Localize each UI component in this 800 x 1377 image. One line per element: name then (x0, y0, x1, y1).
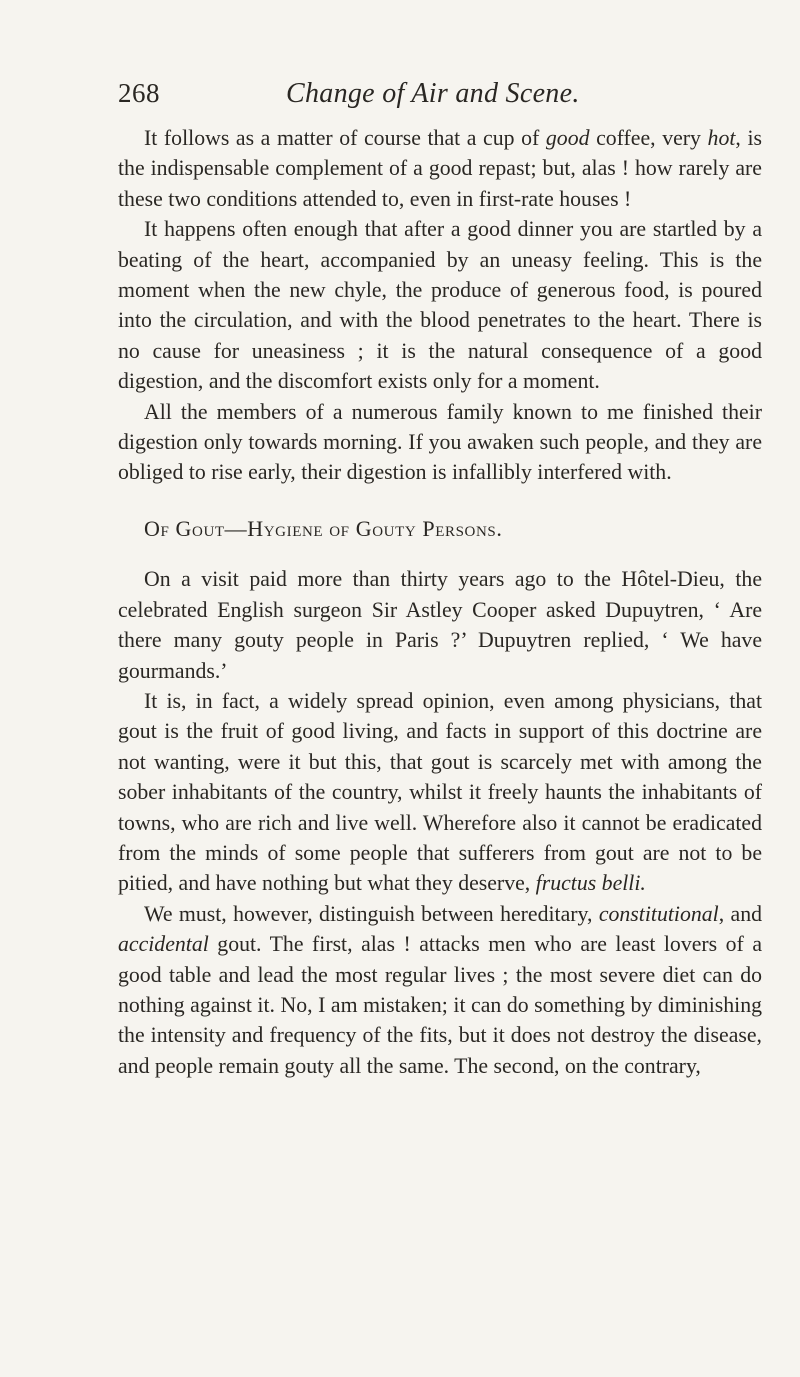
emphasis-hot: hot (707, 126, 736, 150)
emphasis-fructus-belli: fructus belli. (535, 871, 646, 896)
page-header (118, 78, 758, 118)
paragraph-dupuytren: On a visit paid more than thirty years ago to the Hôtel-Dieu, the celebrated English surgeon Sir Astley Cooper asked Dupuytren, ‘ Are there many gouty people in Paris ?’ Dupuytren replied, ‘ We have gourmands.’ (118, 567, 762, 683)
text-run: , is the indispensable complement of a good repast; but, alas ! how rarely are these two conditions attended to, even in first-rate houses ! (118, 126, 762, 211)
paragraph-kinds-of-gout (118, 899, 762, 1081)
emphasis-constitutional: constitutional (598, 901, 719, 926)
text-run: We must, however, distinguish between hereditary, (144, 901, 599, 926)
paragraph-heart: It happens often enough that after a good dinner you are startled by a beating of the heart, accompanied by an uneasy feeling. This is the moment when the new chyle, the produce of generous food, is poured into the circulation, and with the blood penetrates to the heart. There is no cause for uneasiness ; it is the natural consequence of a good digestion, and the discomfort exists only for a moment. (118, 217, 762, 394)
emphasis-accidental: accidental (118, 932, 209, 957)
section-heading: Of Gout—Hygiene of Gouty Persons. (144, 515, 503, 541)
text-run: , and (718, 901, 763, 926)
body-text (118, 123, 762, 1081)
text-run: It follows as a matter of course that a cup of (144, 126, 546, 150)
paragraph-good-living (118, 686, 762, 899)
paragraph-coffee (118, 123, 762, 214)
emphasis-good: good (545, 126, 590, 150)
page-number: 268 (118, 78, 160, 108)
text-run: It is, in fact, a widely spread opinion, even among physicians, that gout is the fruit of good living, and facts in support of this doctrine are not wanting, were it but this, that gout is scarcely met with among the sober inhabitants of the country, whilst it freely haunts the inhabitants of towns, who are rich and live well. Wherefore also it cannot be eradicated from the minds of some people that sufferers from gout are not to be pitied, and have nothing but what they deserve, (118, 688, 762, 896)
paragraph-digestion: All the members of a numerous family known to me finished their digestion only towards morning. If you awaken such people, and they are obliged to rise early, their digestion is infallibly interfered with. (118, 399, 762, 485)
text-run: coffee, very (589, 126, 708, 150)
running-title: Change of Air and Scene. (286, 78, 580, 109)
text-run: gout. The first, alas ! attacks men who are least lovers of a good table and lead the most regular lives ; the most severe diet can do nothing against it. No, I am mistaken; it can do something by diminishing the intensity and frequency of the fits, but it does not destroy the disease, and people remain gouty all the same. The second, on the contrary, (118, 932, 762, 1078)
